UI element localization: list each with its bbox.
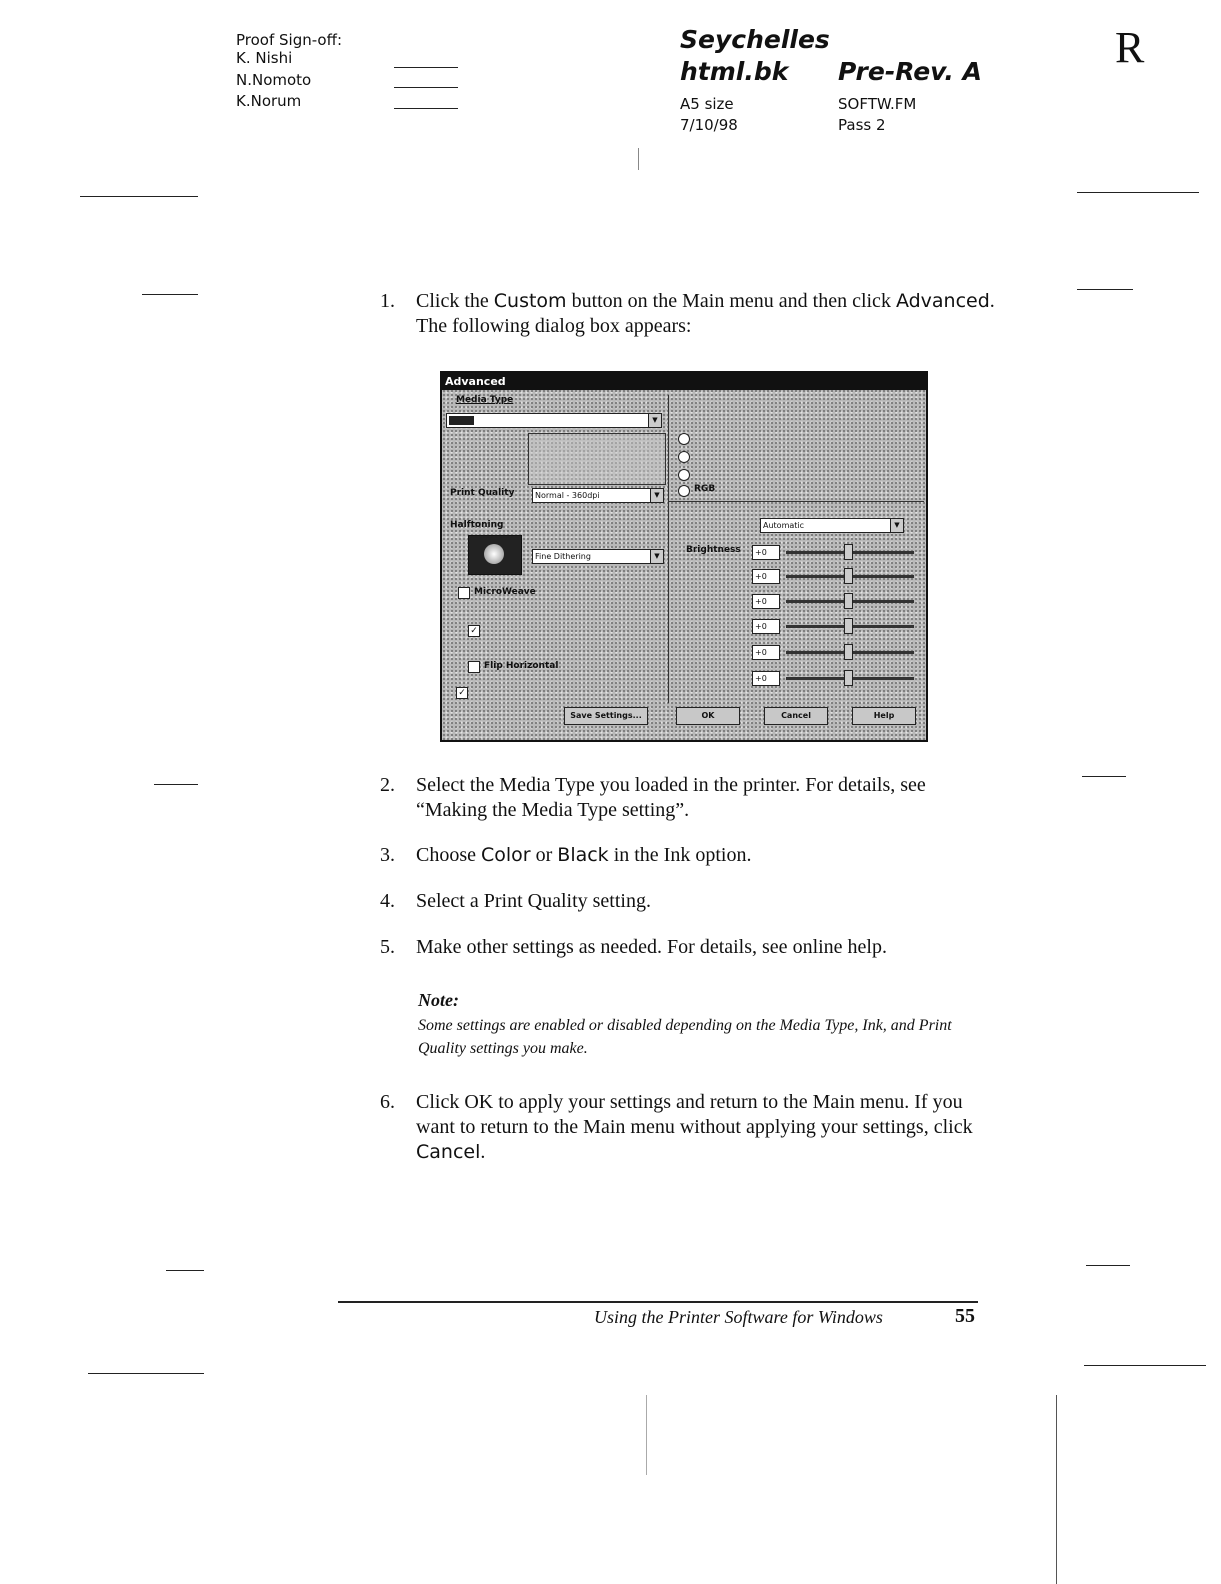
signoff-line-2: [394, 87, 458, 88]
crop-mark: [1082, 776, 1126, 777]
crop-mark: [1084, 1365, 1206, 1366]
cancel-button: Cancel: [764, 707, 828, 725]
ink-preview-box: [528, 433, 666, 485]
high-speed-checkbox: ✓: [468, 625, 480, 637]
step-text: Click OK to apply your settings and return to the Main menu. If you want to return to the Main menu without applying your settings, click Cancel.: [416, 1091, 973, 1163]
rgb-radio: [678, 485, 690, 497]
crop-mark: [142, 294, 198, 295]
slider-value-3: +0: [752, 594, 780, 609]
row-divider: [668, 501, 924, 502]
save-settings-button: Save Settings...: [564, 707, 648, 725]
microweave-checkbox: [458, 587, 470, 599]
slider-thumb-4: [844, 618, 853, 634]
slider-thumb-1: [844, 544, 853, 560]
corner-mark: R: [1115, 23, 1145, 72]
center-tick-top: [638, 148, 639, 170]
step-number: 3.: [380, 844, 395, 866]
step-text: Select the Media Type you loaded in the printer. For details, see “Making the Media Type setting”.: [416, 774, 926, 821]
proof-signoff-title: Proof Sign-off:: [236, 31, 342, 49]
fm-file: SOFTW.FM: [838, 95, 917, 113]
slider-value-5: +0: [752, 645, 780, 660]
signoff-name-3: K.Norum: [236, 92, 302, 110]
flip-horizontal-label: Flip Horizontal: [484, 661, 559, 671]
page-number: 55: [955, 1305, 975, 1327]
crop-mark: [1086, 1265, 1130, 1266]
media-type-select: ▼: [446, 413, 662, 428]
step-number: 5.: [380, 936, 395, 958]
halftoning-select: Fine Dithering ▼: [532, 549, 664, 564]
crop-mark: [88, 1373, 204, 1374]
flip-horizontal-checkbox: [468, 661, 480, 673]
note-title: Note:: [418, 990, 459, 1010]
ink-radio-1: [678, 433, 690, 445]
revision-label: Pre-Rev. A: [838, 57, 982, 86]
crop-mark: [1077, 192, 1199, 193]
signoff-name-1: K. Nishi: [236, 49, 293, 67]
cancel-button-ref: Cancel: [416, 1141, 481, 1163]
signoff-line-3: [394, 108, 458, 109]
custom-button-ref: Custom: [493, 290, 567, 312]
halftone-dot: [484, 544, 504, 564]
signoff-line-1: [394, 67, 458, 68]
color-option-ref: Color: [481, 844, 531, 866]
column-divider: [668, 395, 669, 703]
crop-mark: [80, 196, 198, 197]
step-text: Select a Print Quality setting.: [416, 890, 651, 912]
slider-value-2: +0: [752, 569, 780, 584]
advanced-dialog-screenshot: [440, 371, 928, 742]
footer-section-title: Using the Printer Software for Windows: [594, 1307, 883, 1327]
slider-value-4: +0: [752, 619, 780, 634]
slider-thumb-5: [844, 644, 853, 660]
rgb-label: RGB: [694, 484, 716, 494]
note-body: Some settings are enabled or disabled depending on the Media Type, Ink, and Print Quality settings you make.: [418, 1017, 952, 1057]
black-option-ref: Black: [557, 844, 609, 866]
media-type-label: Media Type: [456, 395, 514, 405]
brightness-label: Brightness: [686, 545, 741, 555]
ink-radio-2: [678, 451, 690, 463]
step-number: 1.: [380, 290, 395, 312]
advanced-button-ref: Advanced: [895, 290, 990, 312]
step-text: Make other settings as needed. For details, see online help.: [416, 936, 887, 958]
dialog-title: Advanced: [442, 373, 926, 390]
slider-thumb-2: [844, 568, 853, 584]
ink-radio-3: [678, 469, 690, 481]
signoff-name-2: N.Nomoto: [236, 71, 312, 89]
print-quality-select: Normal - 360dpi ▼: [532, 488, 664, 503]
step-text: Choose Color or Black in the Ink option.: [416, 844, 752, 866]
halftoning-label: Halftoning: [450, 520, 504, 530]
finest-detail-checkbox: ✓: [456, 687, 468, 699]
date: 7/10/98: [680, 116, 738, 134]
slider-thumb-6: [844, 670, 853, 686]
microweave-label: MicroWeave: [474, 587, 536, 597]
step-number: 6.: [380, 1091, 395, 1113]
footer-rule: [338, 1301, 978, 1303]
print-quality-label: Print Quality: [450, 488, 515, 498]
step-text: Click the Custom button on the Main menu and then click Advanced. The following dialog box appears:: [416, 290, 995, 337]
help-button: Help: [852, 707, 916, 725]
right-bleed-line: [1056, 1395, 1057, 1584]
slider-value-6: +0: [752, 671, 780, 686]
center-tick-bottom: [646, 1395, 647, 1475]
pass-label: Pass 2: [838, 116, 886, 134]
ok-button: OK: [676, 707, 740, 725]
book-file: html.bk: [680, 57, 789, 86]
crop-mark: [154, 784, 198, 785]
step-number: 4.: [380, 890, 395, 912]
slider-thumb-3: [844, 593, 853, 609]
crop-mark: [166, 1270, 204, 1271]
crop-mark: [1077, 289, 1133, 290]
step-number: 2.: [380, 774, 395, 796]
mode-select: Automatic ▼: [760, 518, 904, 533]
page-size: A5 size: [680, 95, 734, 113]
slider-value-1: +0: [752, 545, 780, 560]
book-title: Seychelles: [680, 25, 830, 54]
